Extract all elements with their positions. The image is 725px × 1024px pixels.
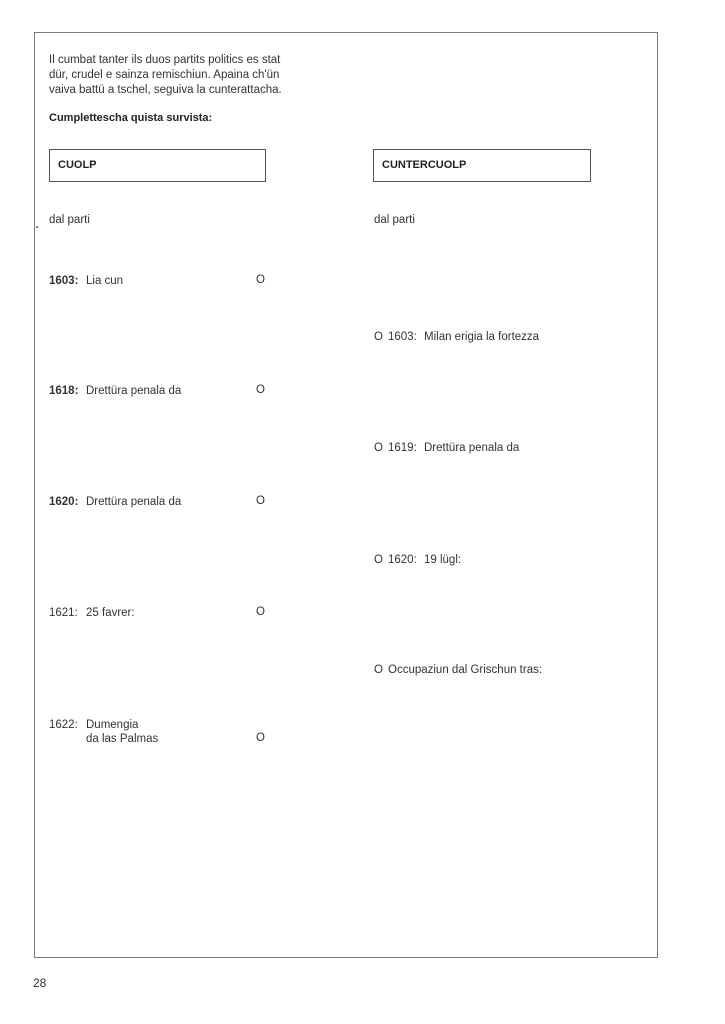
entry-year: 1618: — [49, 385, 79, 397]
circle-marker: O — [256, 732, 265, 744]
cuolp-header-label: CUOLP — [58, 159, 97, 171]
entry-text: 25 favrer: — [86, 607, 135, 619]
circle-marker: O — [374, 331, 383, 343]
entry-text-block — [86, 718, 158, 746]
entry-text: da las Palmas — [86, 733, 159, 745]
intro-paragraph — [49, 53, 339, 98]
entry-text: Dumengia — [86, 719, 139, 731]
instruction-heading: Cumplettescha quista survista: — [49, 112, 213, 124]
page-number: 28 — [33, 976, 47, 990]
cuntercuolp-header-box — [373, 149, 591, 182]
circle-marker: O — [256, 384, 265, 396]
entry-year: 1619: — [388, 442, 417, 454]
intro-line: dür, crudel e sainza remischiun. Apaina ch'ün — [49, 69, 280, 81]
cuolp-header-box — [49, 149, 266, 182]
left-entry-1620 — [49, 495, 181, 509]
left-entry-1618 — [49, 384, 181, 398]
entry-year: 1603: — [49, 275, 79, 287]
left-entry-1621 — [49, 606, 135, 620]
entry-year: 1620: — [388, 554, 417, 566]
entry-text: Drettüra penala da — [86, 385, 182, 397]
circle-marker: O — [374, 442, 383, 454]
circle-marker: O — [256, 274, 265, 286]
entry-text: 19 lügl: — [424, 554, 462, 566]
right-entry-occupation — [374, 664, 542, 676]
circle-marker: O — [256, 495, 265, 507]
entry-text: Occupaziun dal Grischun tras: — [388, 664, 543, 676]
entry-text: Drettüra penala da — [424, 442, 520, 454]
circle-marker: O — [256, 606, 265, 618]
intro-line: Il cumbat tanter ils duos partits politics es stat — [49, 54, 281, 66]
cuntercuolp-header-label: CUNTERCUOLP — [382, 159, 467, 171]
circle-marker: O — [374, 554, 383, 566]
right-entry-1603 — [374, 331, 539, 343]
circle-marker: O — [374, 664, 383, 676]
entry-year: 1603: — [388, 331, 417, 343]
entry-year: 1621: — [49, 607, 78, 619]
left-entry-1622 — [49, 718, 158, 746]
entry-text: Lia cun — [86, 275, 124, 287]
right-entry-1619 — [374, 442, 519, 454]
entry-year: 1622: — [49, 719, 78, 731]
stray-dot — [36, 226, 38, 228]
right-entry-1620 — [374, 554, 461, 566]
right-from-label: dal parti — [374, 214, 415, 226]
intro-line: vaiva battü a tschel, seguiva la cunterattacha. — [49, 84, 282, 96]
left-entry-1603 — [49, 274, 123, 288]
left-from-label: dal parti — [49, 214, 90, 226]
entry-text: Drettüra penala da — [86, 496, 182, 508]
entry-year: 1620: — [49, 496, 79, 508]
entry-text: Milan erigia la fortezza — [424, 331, 540, 343]
